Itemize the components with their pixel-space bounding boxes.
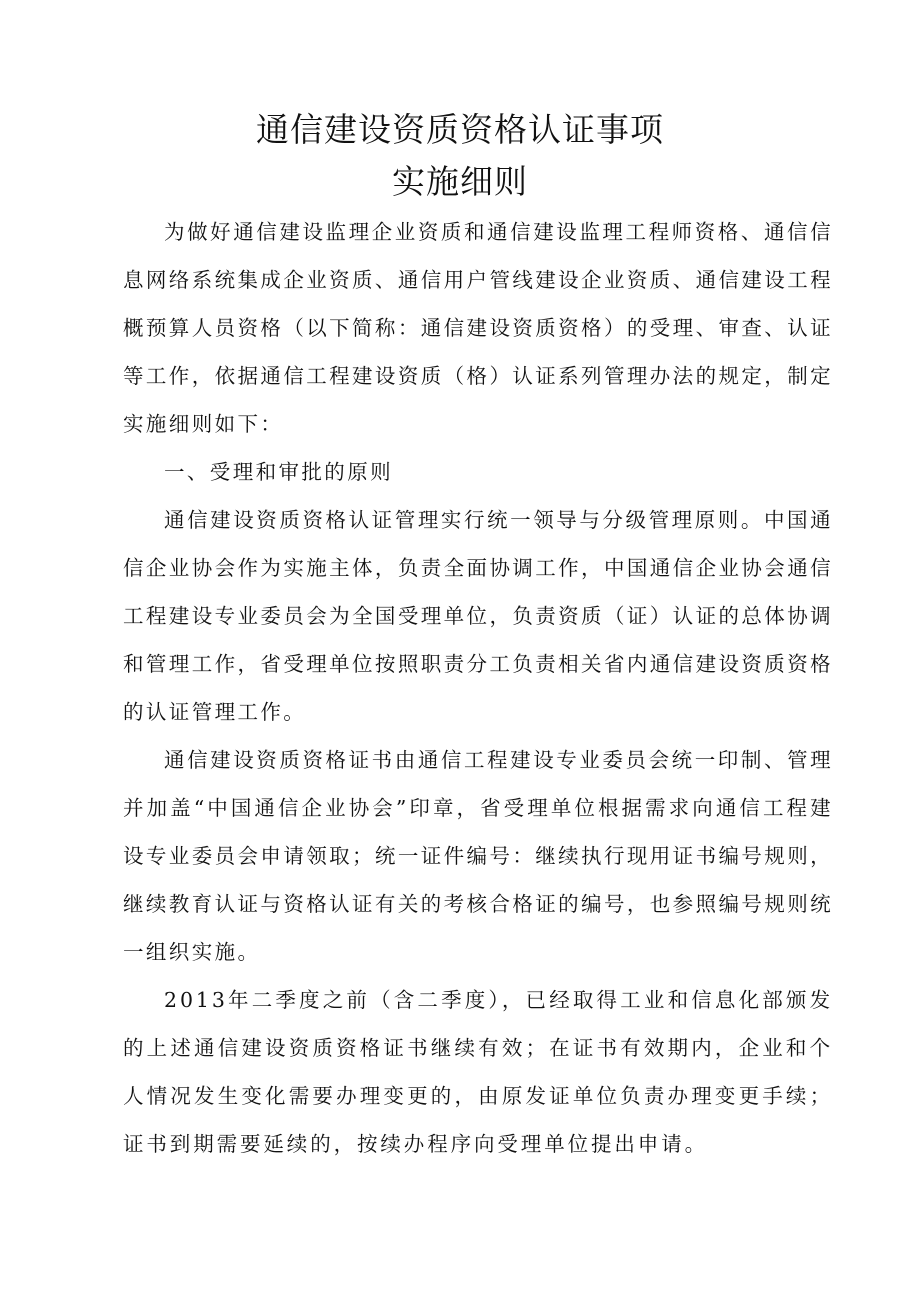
section-heading: 一、受理和审批的原则	[164, 460, 393, 484]
document-body	[123, 208, 833, 1168]
intro-paragraph: 为做好通信建设监理企业资质和通信建设监理工程师资格、通信信息网络系统集成企业资质、通信用户管线建设企业资质、通信建设工程概预算人员资格（以下简称：通信建设资质资格）的受理、审查、认证等工作，依据通信工程建设资质（格）认证系列管理办法的规定，制定实施细则如下：	[123, 220, 833, 436]
title-line-1: 通信建设资质资格认证事项	[256, 110, 664, 149]
validity-paragraph: 2013年二季度之前（含二季度），已经取得工业和信息化部颁发的上述通信建设资质资格证书继续有效；在证书有效期内，企业和个人情况发生变化需要办理变更的，由原发证单位负责办理变更手续；证书到期需要延续的，按续办程序向受理单位提出申请。	[123, 988, 833, 1156]
certificate-paragraph: 通信建设资质资格证书由通信工程建设专业委员会统一印制、管理并加盖“中国通信企业协会”印章，省受理单位根据需求向通信工程建设专业委员会申请领取；统一证件编号：继续执行现用证书编号规则，继续教育认证与资格认证有关的考核合格证的编号，也参照编号规则统一组织实施。	[123, 748, 833, 964]
title-line-2: 实施细则	[392, 162, 528, 201]
document-title	[0, 104, 920, 208]
principle-paragraph: 通信建设资质资格认证管理实行统一领导与分级管理原则。中国通信企业协会作为实施主体，负责全面协调工作，中国通信企业协会通信工程建设专业委员会为全国受理单位，负责资质（证）认证的总体协调和管理工作，省受理单位按照职责分工负责相关省内通信建设资质资格的认证管理工作。	[123, 508, 833, 724]
